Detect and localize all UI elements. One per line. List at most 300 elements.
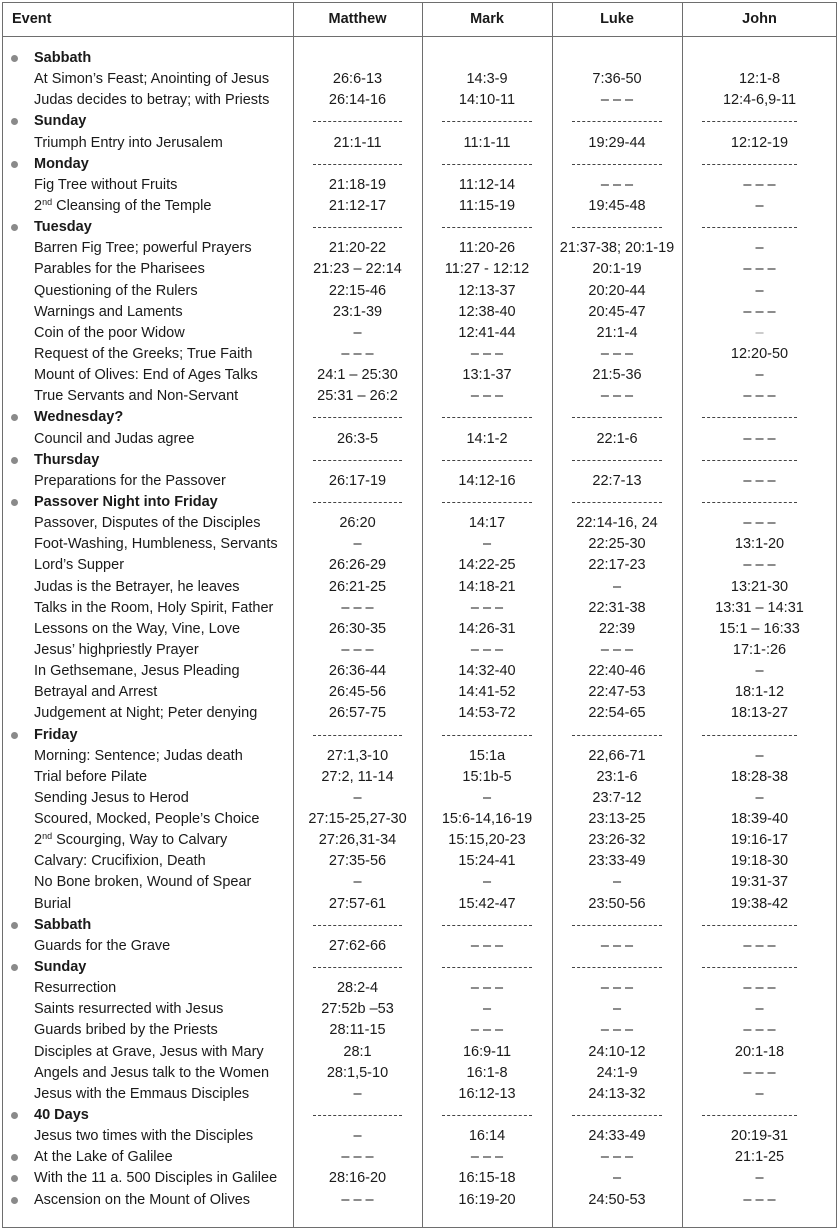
dashed-separator	[702, 735, 797, 736]
verse-reference: – – –	[600, 641, 634, 658]
event-cell	[3, 978, 293, 999]
event-cell	[3, 69, 293, 90]
event-cell	[3, 365, 293, 386]
john-reference-cell	[682, 661, 837, 682]
verse-reference: –	[612, 874, 622, 891]
mark-reference-cell	[422, 936, 552, 957]
event-label: Morning: Sentence; Judas death	[34, 747, 243, 764]
john-reference-cell	[682, 1147, 837, 1168]
event-label: At Simon’s Feast; Anointing of Jesus	[34, 71, 270, 88]
verse-reference: – – –	[743, 303, 776, 320]
matthew-reference-cell	[293, 323, 422, 344]
verse-reference: 14:26-31	[458, 620, 516, 637]
john-reference-cell	[682, 915, 837, 936]
matthew-reference-cell	[293, 133, 422, 154]
matthew-reference-cell	[293, 746, 422, 767]
verse-reference: 13:21-30	[730, 578, 789, 595]
luke-reference-cell	[552, 1084, 682, 1105]
verse-reference: 28:1,5-10	[326, 1064, 389, 1081]
verse-reference: 11:12-14	[458, 176, 516, 193]
verse-reference: – – –	[743, 388, 776, 405]
luke-reference-cell	[552, 767, 682, 788]
verse-reference: 18:13-27	[730, 705, 789, 722]
event-label	[34, 832, 227, 848]
verse-reference: 12:4-6,9-11	[722, 92, 797, 109]
luke-reference-cell	[552, 111, 682, 132]
verse-reference: – – –	[470, 345, 504, 362]
luke-reference-cell	[552, 154, 682, 175]
event-label: Trial before Pilate	[34, 768, 148, 785]
mark-reference-cell	[422, 746, 552, 767]
john-reference-cell	[682, 534, 837, 555]
john-reference-cell	[682, 90, 837, 111]
event-label: Barren Fig Tree; powerful Prayers	[34, 240, 252, 257]
verse-reference: – – –	[743, 1064, 776, 1081]
day-heading-row	[3, 492, 836, 513]
bullet-icon	[11, 414, 18, 421]
luke-reference-cell	[552, 90, 682, 111]
verse-reference: 19:31-37	[730, 874, 789, 891]
john-reference-cell	[682, 1168, 837, 1189]
matthew-reference-cell	[293, 111, 422, 132]
verse-reference: 26:45-56	[328, 684, 387, 701]
dashed-separator	[313, 164, 402, 165]
verse-reference: – – –	[341, 599, 374, 616]
event-cell	[3, 175, 293, 196]
verse-reference: 22:15-46	[328, 282, 387, 299]
verse-reference: – – –	[743, 937, 776, 954]
table-row	[3, 344, 836, 365]
matthew-reference-cell	[293, 281, 422, 302]
verse-reference: 26:14-16	[328, 92, 387, 109]
mark-reference-cell	[422, 872, 552, 893]
john-reference-cell	[682, 830, 837, 851]
table-row	[3, 281, 836, 302]
verse-reference: 17:1-:26	[732, 641, 787, 658]
verse-reference: 14:41-52	[458, 684, 516, 701]
event-label: Guards bribed by the Priests	[34, 1022, 218, 1039]
event-label: Passover, Disputes of the Disciples	[34, 515, 261, 532]
verse-reference: 22:31-38	[588, 599, 646, 616]
verse-reference: – – –	[743, 261, 776, 278]
john-reference-cell	[682, 386, 837, 407]
verse-reference: 26:21-25	[328, 578, 387, 595]
harmony-of-gospels-table	[2, 2, 837, 1228]
dashed-separator	[442, 121, 532, 122]
verse-reference: – – –	[600, 1022, 634, 1039]
john-reference-cell	[682, 302, 837, 323]
bullet-icon	[11, 922, 18, 929]
mark-reference-cell	[422, 344, 552, 365]
dashed-separator	[572, 502, 662, 503]
verse-reference: 11:27 - 12:12	[444, 261, 530, 278]
john-reference-cell	[682, 851, 837, 872]
event-label: Judgement at Night; Peter denying	[34, 705, 258, 722]
verse-reference: –	[612, 578, 622, 595]
luke-reference-cell	[552, 196, 682, 217]
dashed-separator	[313, 925, 402, 926]
matthew-reference-cell	[293, 1042, 422, 1063]
event-label: True Servants and Non-Servant	[34, 388, 239, 405]
verse-reference: 22,66-71	[588, 747, 646, 764]
event-label: Disciples at Grave, Jesus with Mary	[34, 1043, 264, 1060]
matthew-reference-cell	[293, 1168, 422, 1189]
verse-reference: 16:15-18	[458, 1170, 516, 1187]
verse-reference: 22:54-65	[588, 705, 646, 722]
luke-reference-cell	[552, 492, 682, 513]
matthew-reference-cell	[293, 936, 422, 957]
event-label: Coin of the poor Widow	[34, 324, 185, 341]
table-row	[3, 196, 836, 217]
mark-reference-cell	[422, 450, 552, 471]
day-heading-row	[3, 450, 836, 471]
event-cell	[3, 894, 293, 915]
matthew-reference-cell	[293, 1126, 422, 1147]
table-row	[3, 323, 836, 344]
luke-reference-cell	[552, 661, 682, 682]
mark-reference-cell	[422, 788, 552, 809]
verse-reference: – – –	[470, 937, 504, 954]
luke-reference-cell	[552, 978, 682, 999]
event-cell	[3, 725, 293, 746]
verse-reference: –	[755, 367, 764, 384]
event-label: Fig Tree without Fruits	[34, 176, 178, 193]
verse-reference: –	[482, 1001, 492, 1018]
table-row	[3, 365, 836, 386]
matthew-reference-cell	[293, 154, 422, 175]
column-header-john: John	[742, 11, 777, 27]
table-row	[3, 555, 836, 576]
column-header-mark: Mark	[470, 11, 504, 27]
table-row	[3, 999, 836, 1020]
table-row	[3, 133, 836, 154]
dashed-separator	[572, 460, 662, 461]
day-heading-row	[3, 48, 836, 69]
bullet-icon	[11, 1112, 18, 1119]
day-heading-row	[3, 407, 836, 428]
verse-reference: 21:23 – 22:14	[313, 261, 402, 278]
bullet-icon	[11, 161, 18, 168]
matthew-reference-cell	[293, 640, 422, 661]
verse-reference: –	[482, 874, 492, 891]
event-label: Resurrection	[34, 980, 117, 997]
verse-reference: 19:29-44	[588, 134, 646, 151]
event-cell	[3, 471, 293, 492]
luke-reference-cell	[552, 915, 682, 936]
luke-reference-cell	[552, 894, 682, 915]
verse-reference: – – –	[470, 388, 504, 405]
event-label: Lessons on the Way, Vine, Love	[34, 620, 241, 637]
john-reference-cell	[682, 365, 837, 386]
verse-reference: 21:1-4	[596, 324, 638, 341]
table-row	[3, 661, 836, 682]
john-reference-cell	[682, 281, 837, 302]
verse-reference: – – –	[600, 1149, 634, 1166]
matthew-reference-cell	[293, 365, 422, 386]
verse-reference: – – –	[600, 345, 634, 362]
verse-reference: –	[755, 663, 764, 680]
verse-reference: 22:25-30	[588, 536, 646, 553]
table-row	[3, 90, 836, 111]
verse-reference: 23:1-39	[332, 303, 383, 320]
table-row	[3, 1168, 836, 1189]
verse-reference: –	[755, 1170, 764, 1187]
john-reference-cell	[682, 598, 837, 619]
matthew-reference-cell	[293, 619, 422, 640]
verse-reference: 19:18-30	[730, 853, 789, 870]
luke-reference-cell	[552, 619, 682, 640]
matthew-reference-cell	[293, 809, 422, 830]
day-heading-row	[3, 1105, 836, 1126]
mark-reference-cell	[422, 217, 552, 238]
event-cell	[3, 598, 293, 619]
column-header-event: Event	[12, 11, 52, 27]
mark-reference-cell	[422, 196, 552, 217]
verse-reference: 24:33-49	[588, 1128, 646, 1145]
dashed-separator	[702, 502, 797, 503]
mark-reference-cell	[422, 619, 552, 640]
verse-reference: 20:1-19	[592, 261, 642, 278]
ordinal-number: 2	[34, 197, 43, 214]
event-label: Calvary: Crucifixion, Death	[34, 853, 206, 870]
mark-reference-cell	[422, 471, 552, 492]
day-heading-row	[3, 111, 836, 132]
event-label: With the 11 a. 500 Disciples in Galilee	[34, 1170, 278, 1187]
verse-reference: 24:13-32	[588, 1085, 646, 1102]
verse-reference: 15:15,20-23	[448, 832, 526, 849]
verse-reference: 11:20-26	[458, 240, 516, 257]
matthew-reference-cell	[293, 534, 422, 555]
verse-reference: 26:30-35	[328, 620, 387, 637]
mark-reference-cell	[422, 1063, 552, 1084]
event-label: Mount of Olives: End of Ages Talks	[34, 367, 258, 384]
table-row	[3, 894, 836, 915]
luke-reference-cell	[552, 725, 682, 746]
mark-reference-cell	[422, 90, 552, 111]
verse-reference: 28:16-20	[328, 1170, 387, 1187]
john-reference-cell	[682, 767, 837, 788]
event-cell	[3, 196, 293, 217]
matthew-reference-cell	[293, 1105, 422, 1126]
verse-reference: 24:1-9	[596, 1064, 638, 1081]
verse-reference: 22:1-6	[596, 430, 638, 447]
verse-reference: 11:15-19	[458, 197, 516, 214]
dashed-separator	[702, 417, 797, 418]
verse-reference: 12:20-50	[730, 345, 789, 362]
dashed-separator	[313, 460, 402, 461]
day-label: Passover Night into Friday	[34, 493, 218, 510]
event-label	[34, 198, 211, 214]
table-row	[3, 936, 836, 957]
dashed-separator	[313, 735, 402, 736]
dashed-separator	[442, 460, 532, 461]
table-row	[3, 1063, 836, 1084]
table-row	[3, 1147, 836, 1168]
bullet-icon	[11, 964, 18, 971]
verse-reference: 27:1,3-10	[326, 747, 389, 764]
john-reference-cell	[682, 111, 837, 132]
john-reference-cell	[682, 217, 837, 238]
table-row	[3, 259, 836, 280]
luke-reference-cell	[552, 598, 682, 619]
john-reference-cell	[682, 1020, 837, 1041]
event-cell	[3, 344, 293, 365]
mark-reference-cell	[422, 1126, 552, 1147]
verse-reference: 22:47-53	[588, 684, 646, 701]
verse-reference: 16:12-13	[458, 1085, 516, 1102]
john-reference-cell	[682, 555, 837, 576]
event-cell	[3, 872, 293, 893]
luke-reference-cell	[552, 1168, 682, 1189]
mark-reference-cell	[422, 1042, 552, 1063]
verse-reference: 26:6-13	[332, 71, 383, 88]
dashed-separator	[442, 227, 532, 228]
john-reference-cell	[682, 133, 837, 154]
matthew-reference-cell	[293, 492, 422, 513]
luke-reference-cell	[552, 69, 682, 90]
verse-reference: 18:28-38	[730, 768, 789, 785]
event-cell	[3, 513, 293, 534]
verse-reference: – – –	[470, 641, 504, 658]
john-reference-cell	[682, 492, 837, 513]
event-cell	[3, 259, 293, 280]
verse-reference: 16:19-20	[458, 1191, 516, 1208]
matthew-reference-cell	[293, 90, 422, 111]
verse-reference: –	[612, 1170, 622, 1187]
verse-reference: – – –	[600, 937, 634, 954]
header-divider	[3, 36, 836, 37]
matthew-reference-cell	[293, 767, 422, 788]
verse-reference: 14:22-25	[458, 557, 516, 574]
event-label: In Gethsemane, Jesus Pleading	[34, 663, 240, 680]
table-row	[3, 175, 836, 196]
event-label: Triumph Entry into Jerusalem	[34, 134, 223, 151]
mark-reference-cell	[422, 429, 552, 450]
event-cell	[3, 767, 293, 788]
dashed-separator	[313, 502, 402, 503]
day-label: Friday	[34, 726, 78, 743]
luke-reference-cell	[552, 407, 682, 428]
table-row	[3, 238, 836, 259]
john-reference-cell	[682, 48, 837, 69]
verse-reference: 15:42-47	[458, 895, 516, 912]
verse-reference: – – –	[743, 430, 776, 447]
verse-reference: 15:1 – 16:33	[719, 620, 800, 637]
mark-reference-cell	[422, 577, 552, 598]
john-reference-cell	[682, 344, 837, 365]
matthew-reference-cell	[293, 302, 422, 323]
john-reference-cell	[682, 238, 837, 259]
event-cell	[3, 619, 293, 640]
event-label: Questioning of the Rulers	[34, 282, 198, 299]
dashed-separator	[572, 164, 662, 165]
event-cell	[3, 238, 293, 259]
bullet-icon	[11, 1175, 18, 1182]
mark-reference-cell	[422, 809, 552, 830]
john-reference-cell	[682, 323, 837, 344]
john-reference-cell	[682, 703, 837, 724]
verse-reference: 26:17-19	[328, 472, 387, 489]
dashed-separator	[313, 227, 402, 228]
bullet-icon	[11, 55, 18, 62]
mark-reference-cell	[422, 682, 552, 703]
dashed-separator	[442, 164, 532, 165]
mark-reference-cell	[422, 1084, 552, 1105]
event-label: Foot-Washing, Humbleness, Servants	[34, 536, 278, 553]
event-cell	[3, 281, 293, 302]
john-reference-cell	[682, 746, 837, 767]
verse-reference: – – –	[743, 1191, 776, 1208]
john-reference-cell	[682, 175, 837, 196]
day-heading-row	[3, 957, 836, 978]
event-cell	[3, 450, 293, 471]
luke-reference-cell	[552, 999, 682, 1020]
event-cell	[3, 555, 293, 576]
luke-reference-cell	[552, 365, 682, 386]
dashed-separator	[442, 1115, 532, 1116]
mark-reference-cell	[422, 1020, 552, 1041]
luke-reference-cell	[552, 555, 682, 576]
verse-reference: – – –	[341, 641, 374, 658]
table-row	[3, 872, 836, 893]
mark-reference-cell	[422, 1147, 552, 1168]
luke-reference-cell	[552, 281, 682, 302]
verse-reference: 22:17-23	[588, 557, 646, 574]
verse-reference: 7:36-50	[592, 71, 642, 88]
john-reference-cell	[682, 725, 837, 746]
event-cell	[3, 999, 293, 1020]
event-cell	[3, 830, 293, 851]
john-reference-cell	[682, 894, 837, 915]
john-reference-cell	[682, 788, 837, 809]
luke-reference-cell	[552, 133, 682, 154]
mark-reference-cell	[422, 154, 552, 175]
table-row	[3, 830, 836, 851]
john-reference-cell	[682, 619, 837, 640]
john-reference-cell	[682, 407, 837, 428]
verse-reference: 14:3-9	[466, 71, 508, 88]
matthew-reference-cell	[293, 259, 422, 280]
event-label: Parables for the Pharisees	[34, 261, 205, 278]
table-row	[3, 1126, 836, 1147]
john-reference-cell	[682, 1042, 837, 1063]
table-row	[3, 851, 836, 872]
matthew-reference-cell	[293, 48, 422, 69]
verse-reference: 23:50-56	[588, 895, 646, 912]
day-heading-row	[3, 915, 836, 936]
event-label: Angels and Jesus talk to the Women	[34, 1064, 270, 1081]
bullet-icon	[11, 1197, 18, 1204]
dashed-separator	[442, 735, 532, 736]
dashed-separator	[702, 1115, 797, 1116]
event-cell	[3, 915, 293, 936]
bullet-icon	[11, 118, 18, 125]
event-cell	[3, 936, 293, 957]
verse-reference: 26:20	[339, 515, 376, 532]
matthew-reference-cell	[293, 851, 422, 872]
mark-reference-cell	[422, 999, 552, 1020]
table-row	[3, 619, 836, 640]
event-cell	[3, 1020, 293, 1041]
event-cell	[3, 323, 293, 344]
mark-reference-cell	[422, 830, 552, 851]
event-cell	[3, 661, 293, 682]
matthew-reference-cell	[293, 450, 422, 471]
table-row	[3, 746, 836, 767]
event-cell	[3, 534, 293, 555]
ordinal-suffix: nd	[42, 196, 53, 207]
verse-reference: 21:12-17	[328, 197, 387, 214]
